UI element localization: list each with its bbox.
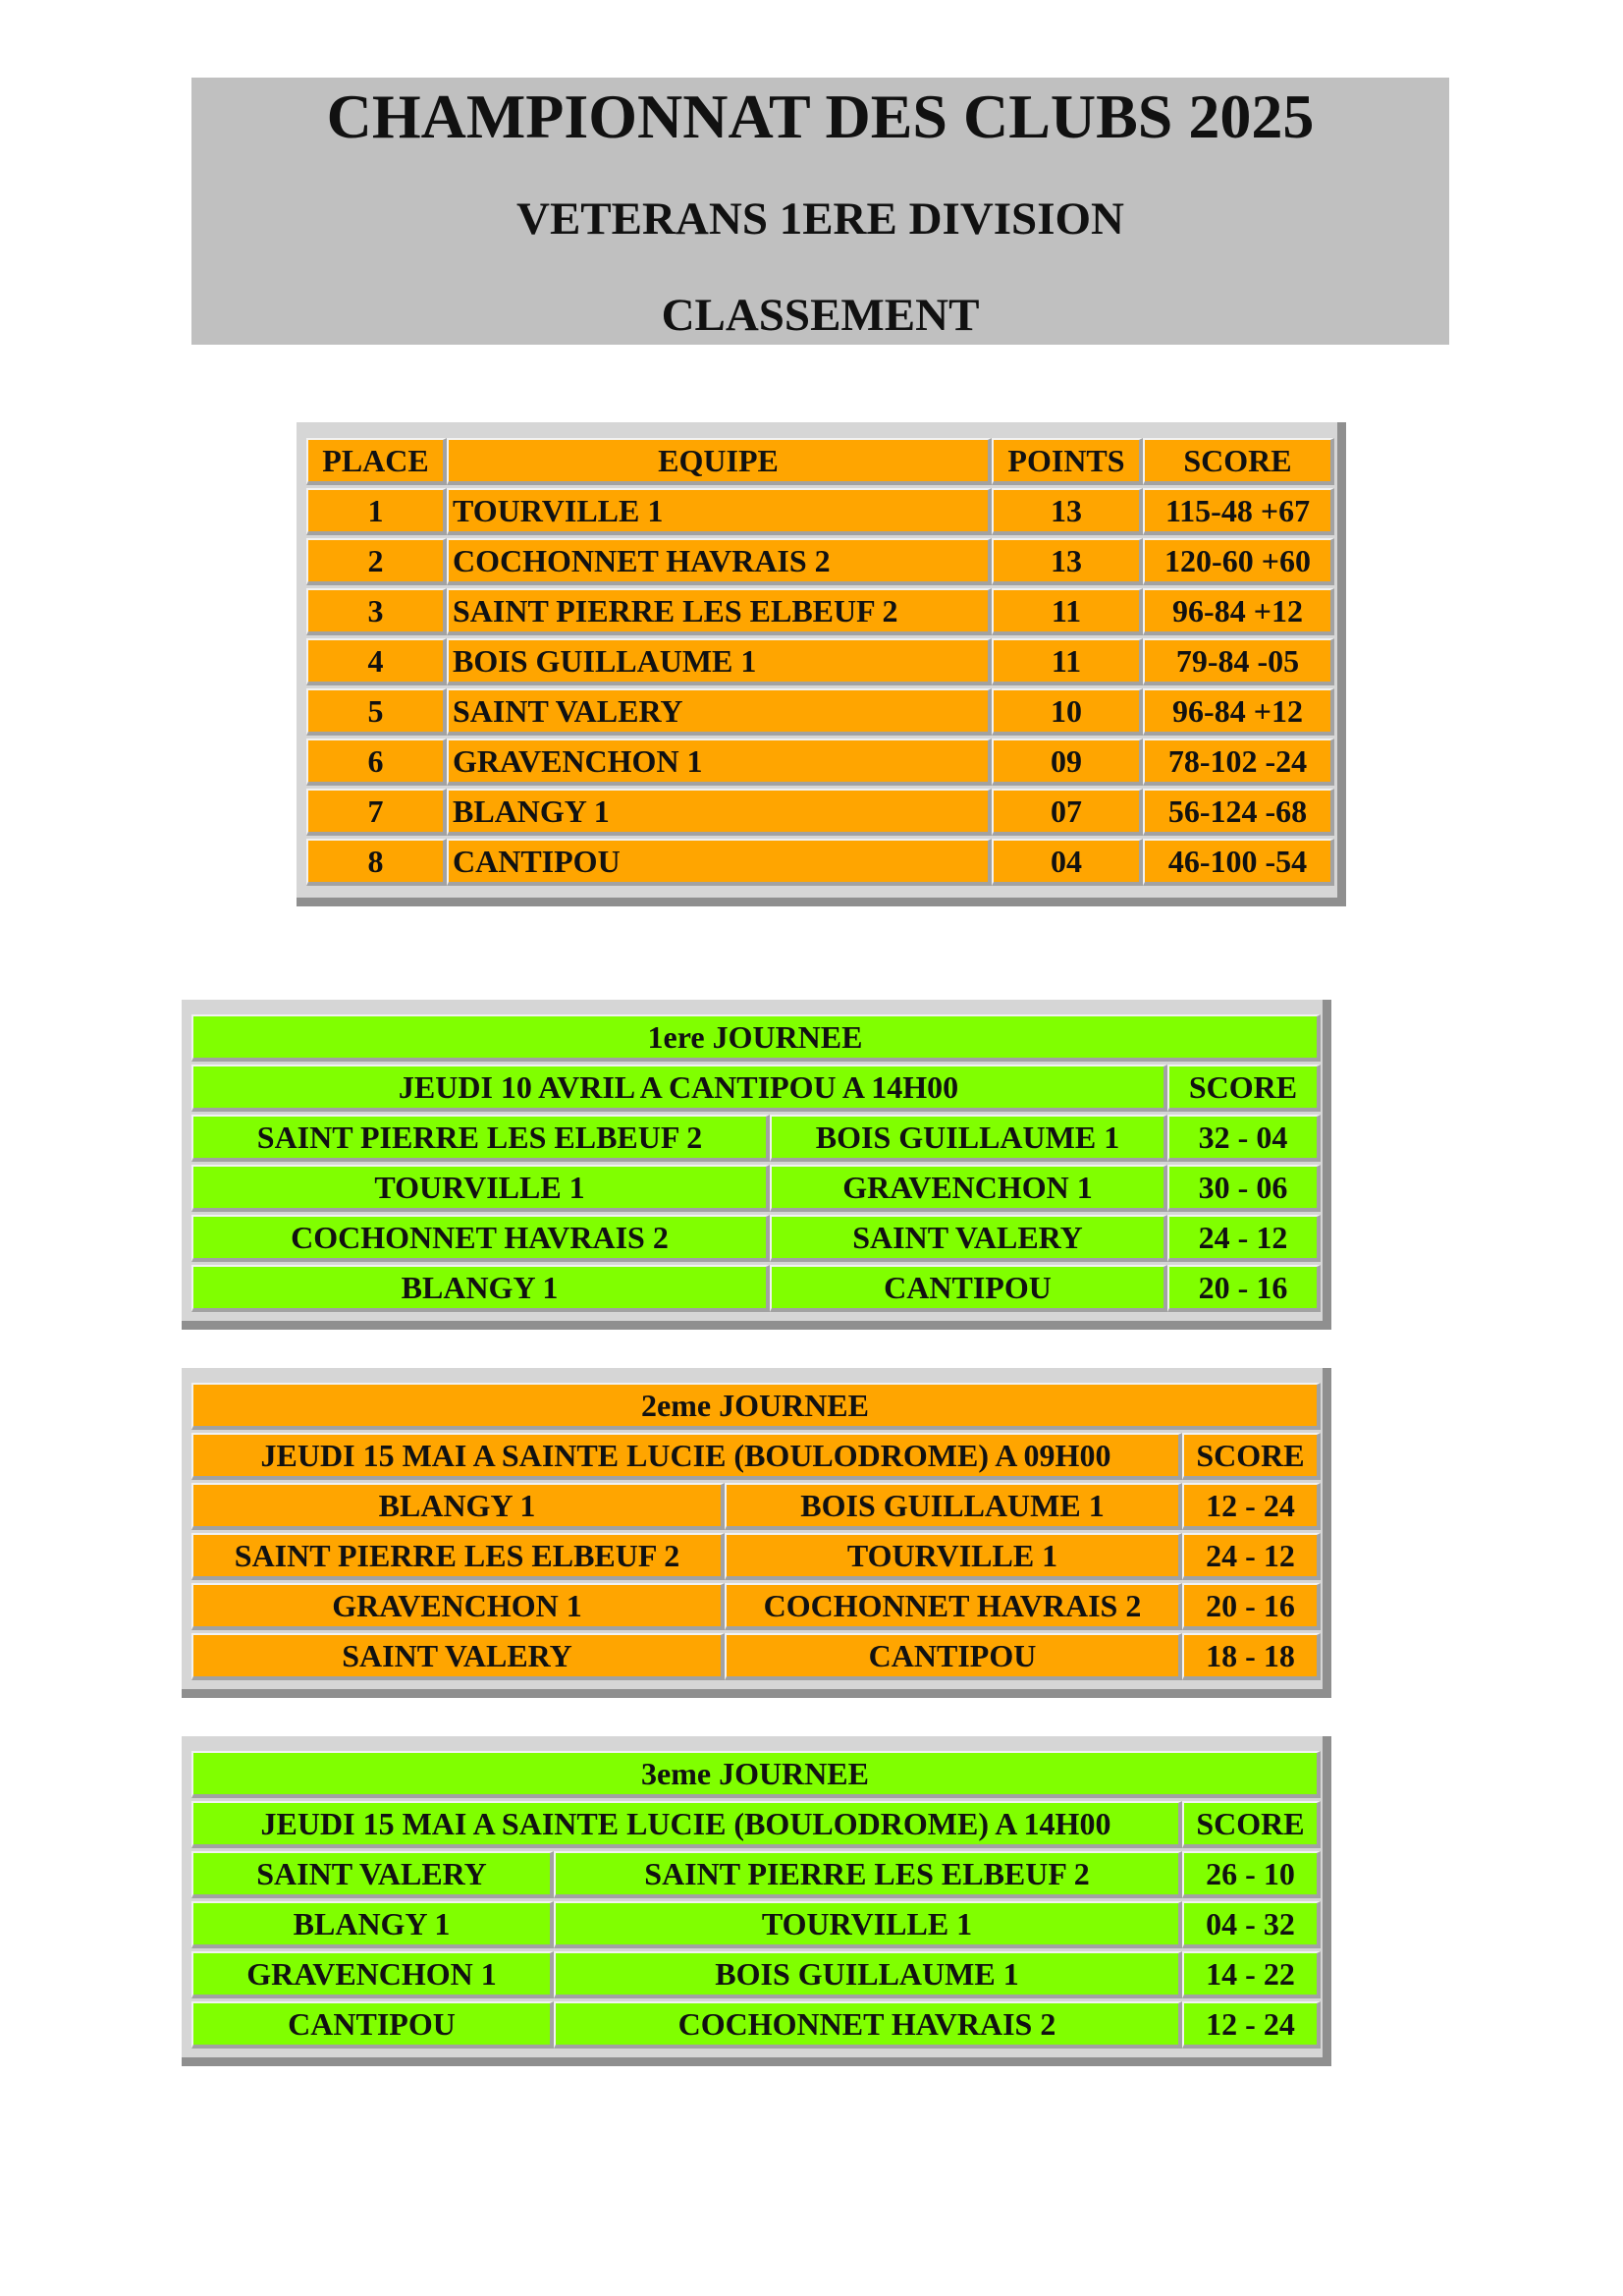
match-away-team: CANTIPOU <box>770 1265 1167 1312</box>
match-home-team: TOURVILLE 1 <box>191 1165 770 1212</box>
standings-points: 07 <box>992 789 1143 836</box>
standings-points: 10 <box>992 688 1143 736</box>
standings-score: 96-84 +12 <box>1143 588 1334 635</box>
standings-team: BOIS GUILLAUME 1 <box>447 638 992 685</box>
standings-team: BLANGY 1 <box>447 789 992 836</box>
journee-score-header: SCORE <box>1167 1065 1321 1112</box>
match-score: 20 - 16 <box>1182 1583 1321 1630</box>
classement-heading: CLASSEMENT <box>661 290 980 341</box>
standings-points: 04 <box>992 839 1143 886</box>
match-home-team: SAINT VALERY <box>191 1851 554 1898</box>
standings-place: 7 <box>306 789 447 836</box>
standings-place: 8 <box>306 839 447 886</box>
match-away-team: COCHONNET HAVRAIS 2 <box>725 1583 1182 1630</box>
match-score: 14 - 22 <box>1182 1951 1321 1998</box>
standings-points: 13 <box>992 488 1143 535</box>
match-home-team: BLANGY 1 <box>191 1901 554 1948</box>
standings-score: 96-84 +12 <box>1143 688 1334 736</box>
standings-team: CANTIPOU <box>447 839 992 886</box>
standings-score: 56-124 -68 <box>1143 789 1334 836</box>
standings-score: 78-102 -24 <box>1143 738 1334 786</box>
match-home-team: CANTIPOU <box>191 2001 554 2049</box>
standings-place: 4 <box>306 638 447 685</box>
match-score: 12 - 24 <box>1182 1483 1321 1530</box>
match-home-team: SAINT PIERRE LES ELBEUF 2 <box>191 1115 770 1162</box>
page-header <box>191 78 1449 345</box>
standings-team: GRAVENCHON 1 <box>447 738 992 786</box>
journee-title: 2eme JOURNEE <box>191 1383 1321 1430</box>
standings-score: 79-84 -05 <box>1143 638 1334 685</box>
standings-score: 120-60 +60 <box>1143 538 1334 585</box>
journee-score-header: SCORE <box>1182 1801 1321 1848</box>
standings-place: 5 <box>306 688 447 736</box>
match-score: 26 - 10 <box>1182 1851 1321 1898</box>
division-subtitle: VETERANS 1ERE DIVISION <box>516 193 1124 245</box>
match-away-team: CANTIPOU <box>725 1633 1182 1680</box>
standings-points: 09 <box>992 738 1143 786</box>
journee-info: JEUDI 15 MAI A SAINTE LUCIE (BOULODROME) A 09H00 <box>191 1433 1182 1480</box>
standings-team: SAINT VALERY <box>447 688 992 736</box>
journee-score-header: SCORE <box>1182 1433 1321 1480</box>
standings-points: 11 <box>992 588 1143 635</box>
match-away-team: BOIS GUILLAUME 1 <box>554 1951 1182 1998</box>
journee-info: JEUDI 10 AVRIL A CANTIPOU A 14H00 <box>191 1065 1167 1112</box>
standings-team: SAINT PIERRE LES ELBEUF 2 <box>447 588 992 635</box>
match-away-team: SAINT PIERRE LES ELBEUF 2 <box>554 1851 1182 1898</box>
match-score: 04 - 32 <box>1182 1901 1321 1948</box>
match-home-team: SAINT PIERRE LES ELBEUF 2 <box>191 1533 725 1580</box>
match-score: 12 - 24 <box>1182 2001 1321 2049</box>
standings-header-equipe: EQUIPE <box>447 438 992 485</box>
match-home-team: SAINT VALERY <box>191 1633 725 1680</box>
match-score: 24 - 12 <box>1182 1533 1321 1580</box>
journee-title: 3eme JOURNEE <box>191 1751 1321 1798</box>
standings-team: COCHONNET HAVRAIS 2 <box>447 538 992 585</box>
page-title: CHAMPIONNAT DES CLUBS 2025 <box>326 82 1315 151</box>
standings-points: 11 <box>992 638 1143 685</box>
match-home-team: GRAVENCHON 1 <box>191 1583 725 1630</box>
match-score: 32 - 04 <box>1167 1115 1321 1162</box>
match-home-team: GRAVENCHON 1 <box>191 1951 554 1998</box>
standings-header-place: PLACE <box>306 438 447 485</box>
standings-place: 3 <box>306 588 447 635</box>
match-away-team: COCHONNET HAVRAIS 2 <box>554 2001 1182 2049</box>
standings-place: 1 <box>306 488 447 535</box>
match-home-team: BLANGY 1 <box>191 1265 770 1312</box>
match-home-team: BLANGY 1 <box>191 1483 725 1530</box>
match-score: 24 - 12 <box>1167 1215 1321 1262</box>
match-home-team: COCHONNET HAVRAIS 2 <box>191 1215 770 1262</box>
match-score: 18 - 18 <box>1182 1633 1321 1680</box>
journee-title: 1ere JOURNEE <box>191 1014 1321 1062</box>
standings-header-points: POINTS <box>992 438 1143 485</box>
standings-points: 13 <box>992 538 1143 585</box>
journee-info: JEUDI 15 MAI A SAINTE LUCIE (BOULODROME) A 14H00 <box>191 1801 1182 1848</box>
standings-place: 6 <box>306 738 447 786</box>
match-away-team: BOIS GUILLAUME 1 <box>725 1483 1182 1530</box>
standings-place: 2 <box>306 538 447 585</box>
standings-score: 46-100 -54 <box>1143 839 1334 886</box>
match-away-team: TOURVILLE 1 <box>725 1533 1182 1580</box>
match-score: 20 - 16 <box>1167 1265 1321 1312</box>
standings-score: 115-48 +67 <box>1143 488 1334 535</box>
standings-header-score: SCORE <box>1143 438 1334 485</box>
standings-team: TOURVILLE 1 <box>447 488 992 535</box>
match-score: 30 - 06 <box>1167 1165 1321 1212</box>
match-away-team: SAINT VALERY <box>770 1215 1167 1262</box>
match-away-team: TOURVILLE 1 <box>554 1901 1182 1948</box>
match-away-team: GRAVENCHON 1 <box>770 1165 1167 1212</box>
match-away-team: BOIS GUILLAUME 1 <box>770 1115 1167 1162</box>
